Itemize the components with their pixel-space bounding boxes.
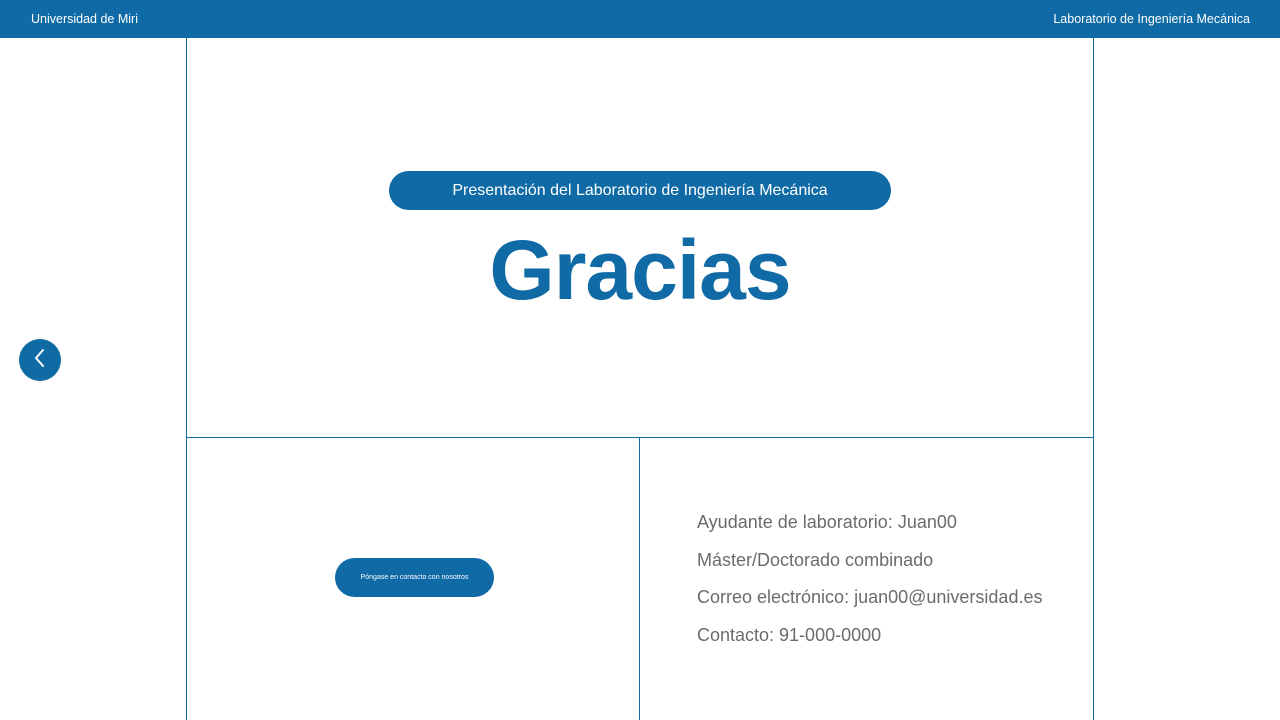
assistant-line: Ayudante de laboratorio: Juan00 <box>697 512 957 532</box>
back-button[interactable] <box>19 339 61 381</box>
presentation-label <box>389 171 891 210</box>
contact-us-label: Póngase en contacto con nosotros <box>360 574 469 581</box>
presentation-label-text: Presentación del Laboratorio de Ingeniería Mecánica <box>452 181 828 199</box>
university-name: Universidad de Miri <box>31 12 138 26</box>
chevron-left-icon <box>33 348 47 373</box>
contact-us-button[interactable] <box>335 558 494 597</box>
horizontal-divider <box>186 437 1094 438</box>
contact-info <box>697 509 1087 660</box>
vertical-divider <box>639 437 640 720</box>
lab-name: Laboratorio de Ingeniería Mecánica <box>1053 12 1250 26</box>
email-line: Correo electrónico: juan00@universidad.es <box>697 587 1043 608</box>
page-title: Gracias <box>489 223 791 317</box>
program-line: Máster/Doctorado combinado <box>697 549 934 570</box>
phone-line: Contacto: 91-000-0000 <box>697 625 882 646</box>
top-bar <box>0 0 1280 38</box>
